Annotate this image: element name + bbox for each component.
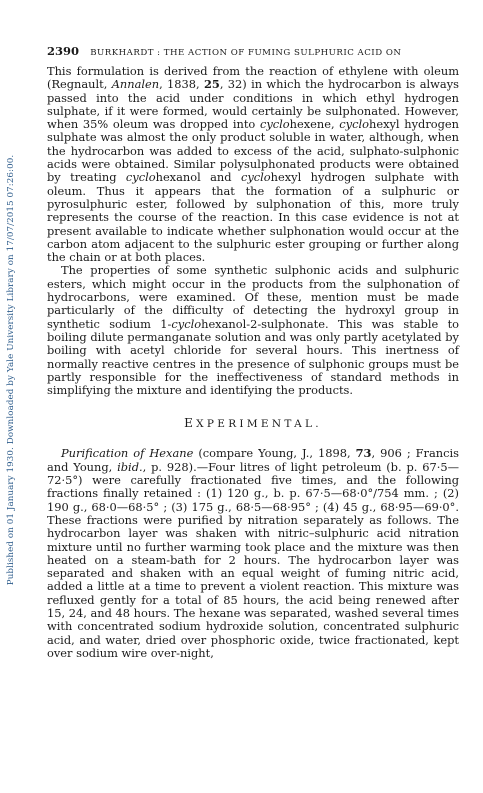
subsection-heading: Purification of Hexane: [61, 446, 194, 461]
running-header: [47, 44, 459, 58]
paragraph-formulation: This formulation is derived from the reaction of ethylene with oleum (Regnault, Annalen, 1838, 25, 32) in which the hydrocarbon is always passed into the acid under conditions in which ethyl hydrogen sulphate, if it were formed, would certainly be sulphonated. However, when 35% oleum was dropped into cyclohexene, cyclohexyl hydrogen sulphate was almost the only product soluble in water, although, when the hydrocarbon was added to excess of the acid, sulphato-sulphonic acids were obtained. Similar polysulphonated products were obtained by treating cyclohexanol and cyclohexyl hydrogen sulphate with oleum. Thus it appears that the formation of a sulphuric or pyrosulphuric ester, followed by sulphonation of this, more truly represents the course of the reaction. In this case evidence is not at present available to indicate whether sulphonation would occur at the carbon atom adjacent to the sulphuric ester grouping or further along the chain or at both places.: [47, 64, 459, 265]
section-heading-experimental: EXPERIMENTAL.: [184, 416, 322, 431]
download-notice: Published on 01 January 1930. Downloaded by Yale University Library on 17/07/2015 07:26:00.: [6, 154, 16, 586]
page-number: 2390: [47, 44, 80, 58]
paragraph-purification: Purification of Hexane (compare Young, J., 1898, 73, 906 ; Francis and Young, ibid., p. 928).—Four litres of light petroleum (b. p. 67·5—72·5°) were carefully fractionated five times, and the following fractions finally retained : (1) 120 g., b. p. 67·5—68·0°/754 mm. ; (2) 190 g., 68·0—68·5° ; (3) 175 g., 68·5—68·95° ; (4) 45 g., 68·95—69·0°. These fractions were purified by nitration separately as follows. The hydrocarbon layer was shaken with nitric–sulphuric acid nitration mixture until no further warming took place and the mixture was then heated on a steam-bath for 2 hours. The hydrocarbon layer was separated and shaken with an equal weight of fuming nitric acid, added a little at a time to prevent a violent reaction. This mixture was refluxed gently for a total of 85 hours, the acid being renewed after 15, 24, and 48 hours. The hexane was separated, washed several times with concentrated sodium hydroxide solution, concentrated sulphuric acid, and water, dried over phosphoric oxide, twice fractionated, kept over sodium wire over-night,: [47, 446, 460, 660]
paragraph-properties: The properties of some synthetic sulphonic acids and sulphuric esters, which might occur in the products from the sulphonation of hydrocarbons, were examined. Of these, mention must be made particularly of the difficulty of detecting the hydroxyl group in synthetic sodium 1-cyclohexanol-2-sulphonate. This was stable to boiling dilute permanganate solution and was only partly acetylated by boiling with acetyl chloride for several hours. This inertness of normally reactive centres in the presence of sulphonic groups must be partly responsible for the ineffectiveness of standard methods in simplifying the mixture and identifying the products.: [47, 263, 459, 398]
download-notice-margin: [2, 70, 20, 670]
running-title: BURKHARDT : THE ACTION OF FUMING SULPHURIC ACID ON: [90, 48, 402, 58]
article-body: [47, 65, 459, 660]
journal-page: [47, 44, 459, 660]
